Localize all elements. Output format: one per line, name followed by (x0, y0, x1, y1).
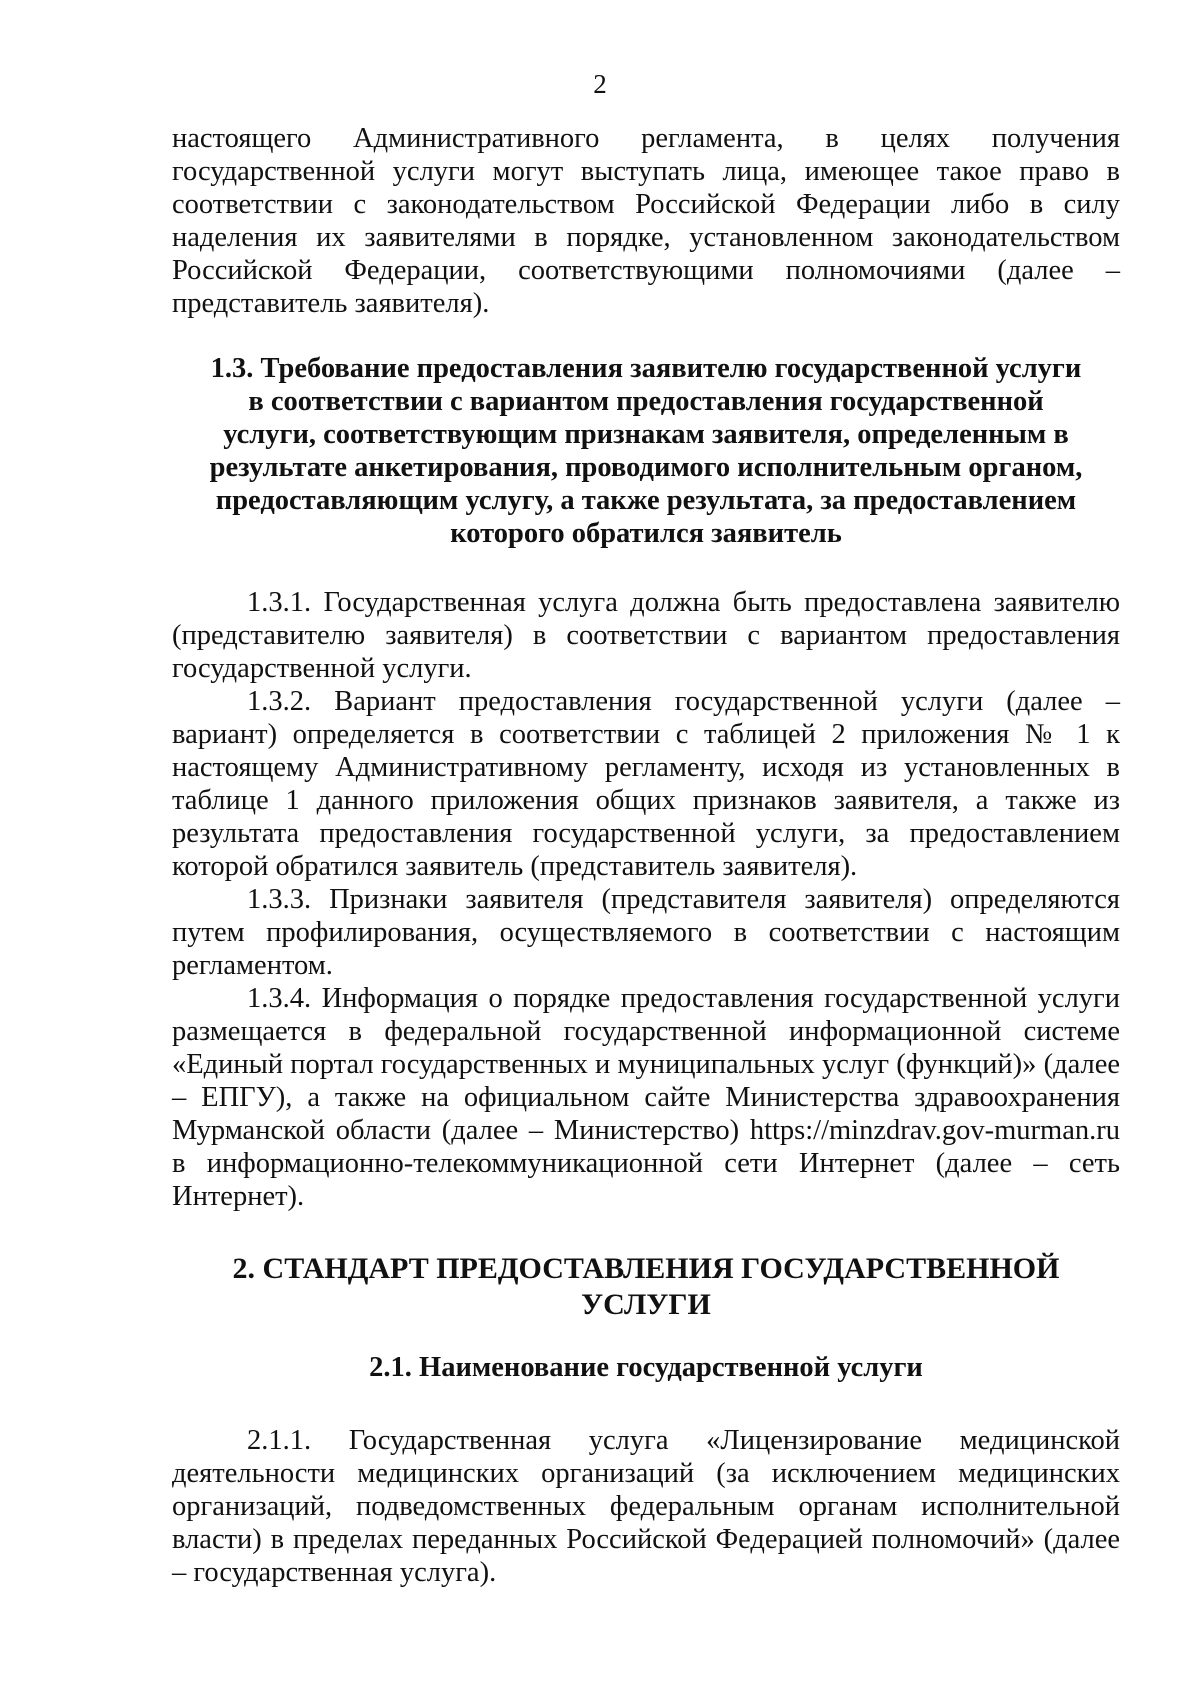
paragraph-2-1-1: 2.1.1. Государственная услуга «Лицензирование медицинской деятельности медицинских организаций (за исключением медицинских организаций, подведомственных федеральным органам исполнительной власти) в пределах переданных Российской Федерацией полномочий» (далее – государственная услуга). (172, 1425, 1120, 1588)
section-2-1-body (172, 1424, 1120, 1589)
paragraph-1-3-2: 1.3.2. Вариант предоставления государственной услуги (далее – вариант) определяется в соответствии с таблицей 2 приложения № 1 к настоящему Административному регламенту, исходя из установленных в таблице 1 данного приложения общих признаков заявителя, а также из результата предоставления государственной услуги, за предоставлением которой обратился заявитель (представитель заявителя). (172, 686, 1120, 882)
section-1-3-body (172, 586, 1120, 1213)
intro-paragraph: настоящего Административного регламента, в целях получения государственной услуги могут выступать лица, имеющее такое право в соответствии с законодательством Российской Федерации либо в силу наделения их заявителями в порядке, установленном законодательством Российской Федерации, соответствующими полномочиями (далее – представитель заявителя). (172, 123, 1120, 319)
section-2-heading: 2. СТАНДАРТ ПРЕДОСТАВЛЕНИЯ ГОСУДАРСТВЕННОЙ УСЛУГИ (232, 1252, 1060, 1321)
page-number: 2 (593, 69, 607, 99)
document-body (172, 122, 1120, 1589)
paragraph-1-3-1: 1.3.1. Государственная услуга должна быть предоставлена заявителю (представителю заявителя) в соответствии с вариантом предоставления государственной услуги. (172, 587, 1120, 684)
paragraph-1-3-3: 1.3.3. Признаки заявителя (представителя заявителя) определяются путем профилирования, осуществляемого в соответствии с настоящим регламентом. (172, 884, 1120, 981)
section-2-1-heading: 2.1. Наименование государственной услуги (369, 1352, 923, 1383)
section-1-3-heading: 1.3. Требование предоставления заявителю государственной услуги в соответствии с вариантом предоставления государственной услуги, соответствующим признакам заявителя, определенным в результате анкетирования, проводимого исполнительным органом, предоставляющим услугу, а также результата, за предоставлением которого обратился заявитель (209, 353, 1083, 549)
paragraph-1-3-4: 1.3.4. Информация о порядке предоставления государственной услуги размещается в федеральной государственной информационной системе «Единый портал государственных и муниципальных услуг (функций)» (далее – ЕПГУ), а также на официальном сайте Министерства здравоохранения Мурманской области (далее – Министерство) https://minzdrav.gov-murman.ru в информационно-телекоммуникационной сети Интернет (далее – сеть Интернет). (172, 983, 1120, 1212)
